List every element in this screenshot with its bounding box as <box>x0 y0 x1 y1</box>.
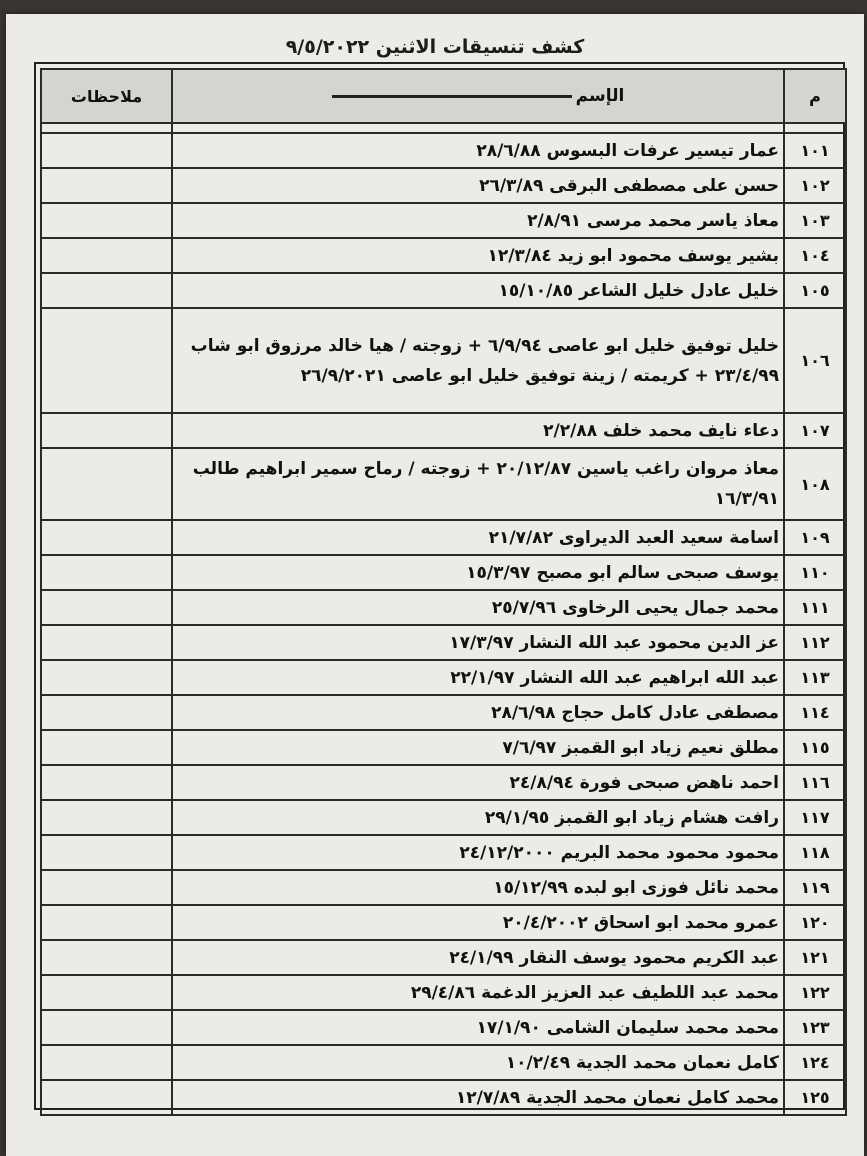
table-row <box>41 1010 846 1045</box>
names-table <box>40 68 847 1116</box>
table-row <box>41 273 846 308</box>
row-notes <box>41 238 172 273</box>
table-row <box>41 730 846 765</box>
row-name: اسامة سعيد العبد الديراوى ٢١/٧/٨٢ <box>172 520 784 555</box>
row-name: محمود محمود محمد البريم ٢٤/١٢/٢٠٠٠ <box>172 835 784 870</box>
table-row <box>41 905 846 940</box>
table-row <box>41 448 846 520</box>
table-row <box>41 203 846 238</box>
row-notes <box>41 975 172 1010</box>
row-number: ١١٦ <box>784 765 846 800</box>
header-spacer <box>41 123 846 133</box>
table-row <box>41 695 846 730</box>
row-name: معاذ مروان راغب ياسين ٢٠/١٢/٨٧ + زوجته / رماح سمير ابراهيم طالب ١٦/٣/٩١ <box>172 448 784 520</box>
header-name-label: الإسم <box>575 86 625 106</box>
table-row <box>41 870 846 905</box>
row-number: ١٠٥ <box>784 273 846 308</box>
row-notes <box>41 1010 172 1045</box>
row-name: عمار تيسير عرفات البسوس ٢٨/٦/٨٨ <box>172 133 784 168</box>
table-header-row <box>41 69 846 123</box>
row-number: ١١٧ <box>784 800 846 835</box>
row-name: رافت هشام زياد ابو القمبز ٢٩/١/٩٥ <box>172 800 784 835</box>
row-name: حسن على مصطفى البرقى ٢٦/٣/٨٩ <box>172 168 784 203</box>
row-name: محمد نائل فوزى ابو لبده ١٥/١٢/٩٩ <box>172 870 784 905</box>
row-notes <box>41 870 172 905</box>
row-notes <box>41 448 172 520</box>
row-number: ١١١ <box>784 590 846 625</box>
row-notes <box>41 695 172 730</box>
row-number: ١١٥ <box>784 730 846 765</box>
row-number: ١١٠ <box>784 555 846 590</box>
row-number: ١١٨ <box>784 835 846 870</box>
row-number: ١٠١ <box>784 133 846 168</box>
row-name: معاذ ياسر محمد مرسى ٢/٨/٩١ <box>172 203 784 238</box>
row-name: بشير يوسف محمود ابو زيد ١٢/٣/٨٤ <box>172 238 784 273</box>
row-notes <box>41 940 172 975</box>
table-row <box>41 413 846 448</box>
table-row <box>41 975 846 1010</box>
row-notes <box>41 835 172 870</box>
row-name: محمد كامل نعمان محمد الجدية ١٢/٧/٨٩ <box>172 1080 784 1115</box>
row-number: ١١٩ <box>784 870 846 905</box>
header-notes: ملاحظات <box>41 69 172 123</box>
row-number: ١٢٣ <box>784 1010 846 1045</box>
row-name: خليل توفيق خليل ابو عاصى ٦/٩/٩٤ + زوجته / هيا خالد مرزوق ابو شاب ٢٣/٤/٩٩ + كريمته / زينة توفيق خليل ابو عاصى ٢٦/٩/٢٠٢١ <box>172 308 784 413</box>
row-number: ١١٣ <box>784 660 846 695</box>
row-name: محمد عبد اللطيف عبد العزيز الدغمة ٢٩/٤/٨٦ <box>172 975 784 1010</box>
row-number: ١٢٠ <box>784 905 846 940</box>
row-name: عز الدين محمود عبد الله النشار ١٧/٣/٩٧ <box>172 625 784 660</box>
table-row <box>41 238 846 273</box>
row-number: ١٠٣ <box>784 203 846 238</box>
table-frame <box>34 62 845 1110</box>
row-name: عمرو محمد ابو اسحاق ٢٠/٤/٢٠٠٢ <box>172 905 784 940</box>
row-name: خليل عادل خليل الشاعر ١٥/١٠/٨٥ <box>172 273 784 308</box>
row-name: دعاء نايف محمد خلف ٢/٢/٨٨ <box>172 413 784 448</box>
table-row <box>41 590 846 625</box>
row-name: احمد ناهض صبحى فورة ٢٤/٨/٩٤ <box>172 765 784 800</box>
row-number: ١٠٤ <box>784 238 846 273</box>
row-name: كامل نعمان محمد الجدية ١٠/٢/٤٩ <box>172 1045 784 1080</box>
row-name: محمد جمال يحيى الرخاوى ٢٥/٧/٩٦ <box>172 590 784 625</box>
row-notes <box>41 168 172 203</box>
row-number: ١٢٤ <box>784 1045 846 1080</box>
table-row <box>41 940 846 975</box>
row-notes <box>41 520 172 555</box>
row-notes <box>41 308 172 413</box>
row-notes <box>41 413 172 448</box>
header-name-underline <box>332 95 572 98</box>
row-name: مطلق نعيم زياد ابو القمبز ٧/٦/٩٧ <box>172 730 784 765</box>
row-number: ١١٢ <box>784 625 846 660</box>
row-notes <box>41 1080 172 1115</box>
row-notes <box>41 273 172 308</box>
header-number: م <box>784 69 846 123</box>
row-number: ١١٤ <box>784 695 846 730</box>
row-number: ١٠٧ <box>784 413 846 448</box>
row-name: مصطفى عادل كامل حجاج ٢٨/٦/٩٨ <box>172 695 784 730</box>
row-number: ١٠٨ <box>784 448 846 520</box>
row-number: ١٠٢ <box>784 168 846 203</box>
row-notes <box>41 203 172 238</box>
row-name: عبد الله ابراهيم عبد الله النشار ٢٢/١/٩٧ <box>172 660 784 695</box>
row-number: ١٢٥ <box>784 1080 846 1115</box>
row-notes <box>41 905 172 940</box>
row-notes <box>41 625 172 660</box>
row-notes <box>41 800 172 835</box>
row-notes <box>41 555 172 590</box>
table-row <box>41 1080 846 1115</box>
row-notes <box>41 133 172 168</box>
header-name <box>172 69 784 123</box>
table-row <box>41 168 846 203</box>
row-name: محمد محمد سليمان الشامى ١٧/١/٩٠ <box>172 1010 784 1045</box>
table-row <box>41 308 846 413</box>
paper-sheet <box>6 14 864 1156</box>
table-row <box>41 835 846 870</box>
row-number: ١٠٩ <box>784 520 846 555</box>
row-number: ١٢١ <box>784 940 846 975</box>
table-row <box>41 800 846 835</box>
table-row <box>41 765 846 800</box>
table-row <box>41 660 846 695</box>
row-notes <box>41 660 172 695</box>
document-title: كشف تنسيقات الاثنين ٩/٥/٢٠٢٢ <box>285 36 585 58</box>
row-notes <box>41 765 172 800</box>
row-notes <box>41 730 172 765</box>
row-notes <box>41 590 172 625</box>
row-number: ١٢٢ <box>784 975 846 1010</box>
row-number: ١٠٦ <box>784 308 846 413</box>
table-row <box>41 520 846 555</box>
table-row <box>41 555 846 590</box>
table-row <box>41 133 846 168</box>
table-row <box>41 1045 846 1080</box>
row-name: عبد الكريم محمود يوسف النقار ٢٤/١/٩٩ <box>172 940 784 975</box>
row-name: يوسف صبحى سالم ابو مصبح ١٥/٣/٩٧ <box>172 555 784 590</box>
row-notes <box>41 1045 172 1080</box>
table-body <box>41 123 846 1115</box>
table-row <box>41 625 846 660</box>
